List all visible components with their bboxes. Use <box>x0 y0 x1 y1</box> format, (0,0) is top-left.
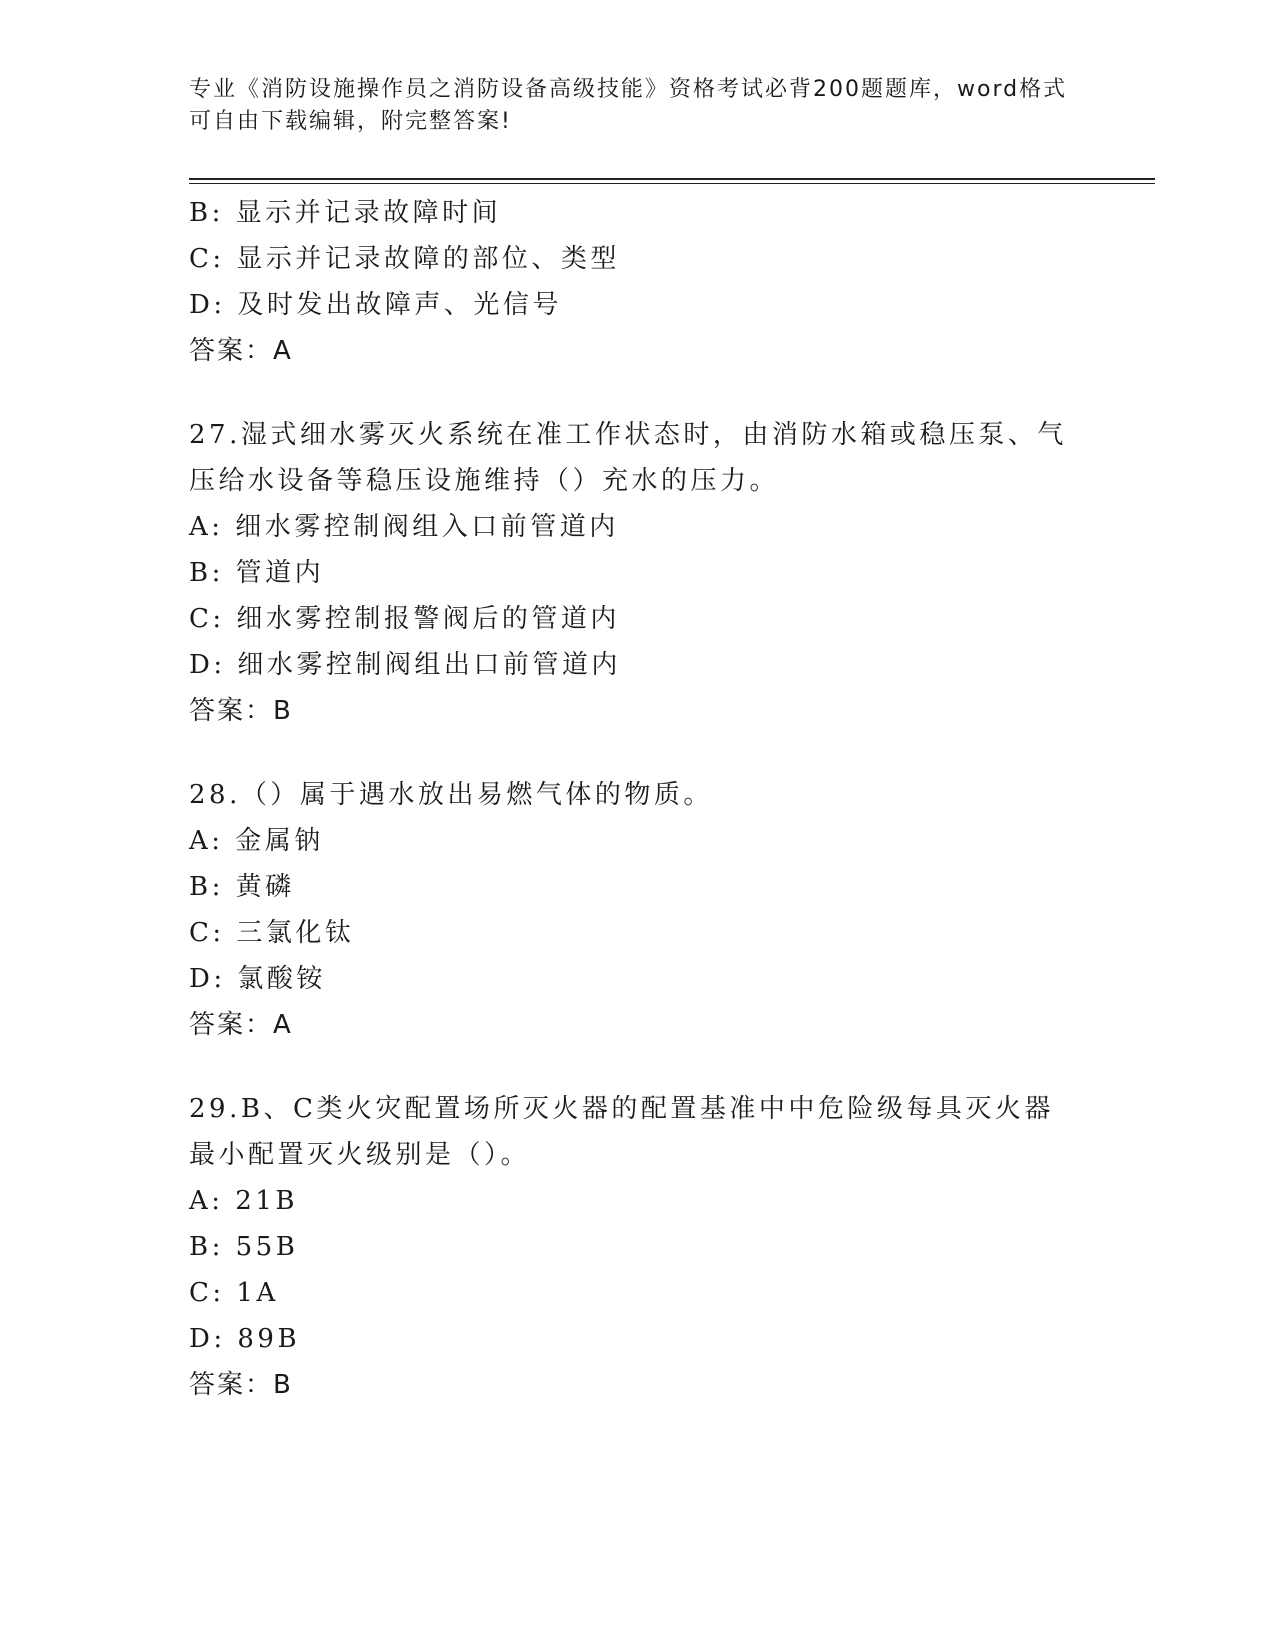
question-28-option-c: C: 三氯化钛 <box>189 918 355 948</box>
question-27-answer: 答案：B <box>189 696 293 726</box>
question-list <box>189 190 1089 1408</box>
question-29 <box>189 1086 1089 1408</box>
question-28-answer: 答案：A <box>189 1010 293 1040</box>
question-29-option-c: C: 1A <box>189 1278 279 1308</box>
question-27-option-b: B: 管道内 <box>189 558 325 588</box>
question-26-option-b: B: 显示并记录故障时间 <box>189 198 502 228</box>
question-27-option-d: D: 细水雾控制阀组出口前管道内 <box>189 650 621 680</box>
question-29-answer: 答案：B <box>189 1370 293 1400</box>
question-29-option-a: A: 21B <box>189 1186 298 1216</box>
question-26-option-d: D: 及时发出故障声、光信号 <box>189 290 562 320</box>
question-spacer <box>189 374 1089 412</box>
question-28-option-a: A: 金属钠 <box>189 826 324 856</box>
question-27 <box>189 412 1089 734</box>
question-29-option-d: D: 89B <box>189 1324 301 1354</box>
question-28-option-b: B: 黄磷 <box>189 872 295 902</box>
question-26-fragment <box>189 190 1089 374</box>
question-26-option-c: C: 显示并记录故障的部位、类型 <box>189 244 620 274</box>
question-29-stem: 29.B、C类火灾配置场所灭火器的配置基准中中危险级每具灭火器最小配置灭火级别是（）。 <box>189 1094 1054 1170</box>
question-spacer <box>189 734 1089 772</box>
question-27-option-a: A: 细水雾控制阀组入口前管道内 <box>189 512 619 542</box>
header-divider-thick <box>189 178 1155 180</box>
question-28-option-d: D: 氯酸铵 <box>189 964 326 994</box>
header-divider-thin <box>189 183 1155 184</box>
question-27-option-c: C: 细水雾控制报警阀后的管道内 <box>189 604 620 634</box>
question-29-option-b: B: 55B <box>189 1232 299 1262</box>
question-spacer <box>189 1048 1089 1086</box>
question-26-answer: 答案：A <box>189 336 293 366</box>
question-28 <box>189 772 1089 1048</box>
question-28-stem: 28.（）属于遇水放出易燃气体的物质。 <box>189 780 713 810</box>
document-header: 专业《消防设施操作员之消防设备高级技能》资格考试必背200题题库，word格式可自由下载编辑，附完整答案! <box>189 77 1068 134</box>
question-27-stem: 27.湿式细水雾灭火系统在准工作状态时，由消防水箱或稳压泵、气压给水设备等稳压设施维持（）充水的压力。 <box>189 420 1067 496</box>
